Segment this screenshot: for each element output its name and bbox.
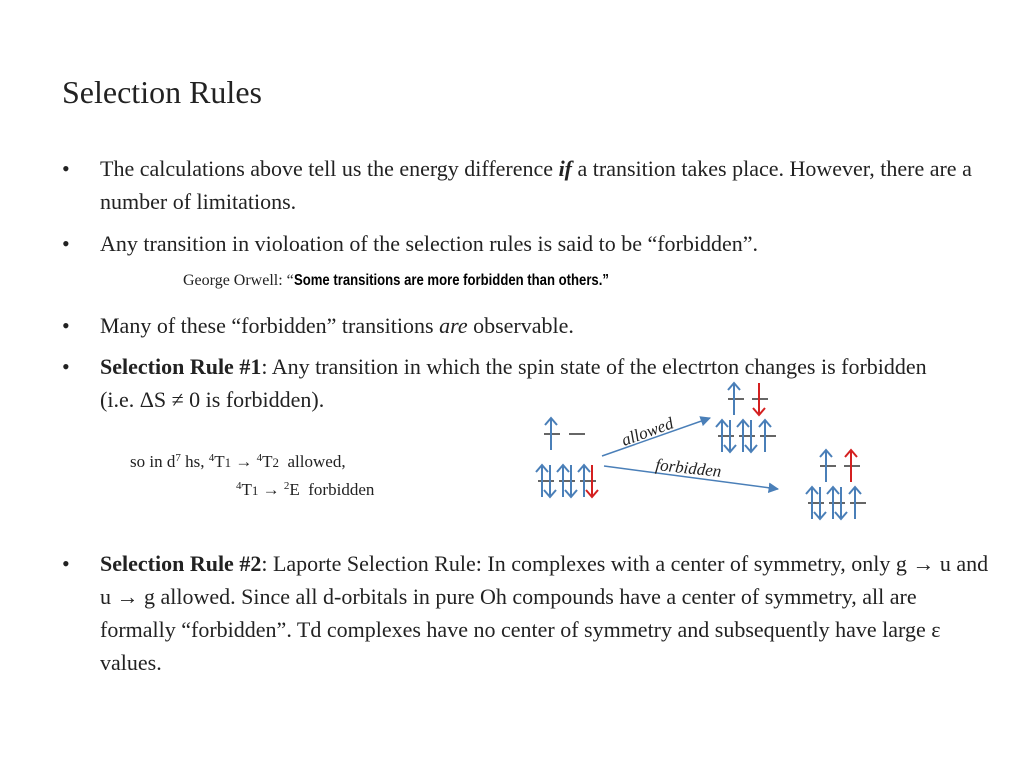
ex-text: T (262, 452, 273, 471)
bullet-1-post: a transition takes place. However, there are a number of limitations. (100, 156, 972, 214)
bullet-glyph: • (62, 156, 70, 181)
quote-text: Some transitions are more forbidden than others.” (293, 272, 609, 289)
ex-sub: 1 (251, 483, 259, 498)
ex-text: hs, (180, 452, 209, 471)
ex-text: allowed, (279, 452, 346, 471)
ex-text: so in d (130, 452, 176, 471)
rule-1-text: : Any transition in which the spin state of the electrton changes is forbidden (i.e. ΔS ≠ 0 is forbidden). (100, 354, 927, 412)
bullet-2: Any transition in violoation of the selection rules is said to be “forbidden”. (100, 231, 759, 256)
bullet-1-emphasis: if (558, 156, 573, 181)
ex-sup: 2 (283, 480, 290, 492)
bullet-glyph: • (62, 313, 70, 338)
bullet-3-post: observable. (467, 313, 574, 338)
ex-sub: 2 (272, 455, 279, 470)
bullet-glyph: • (62, 231, 70, 256)
quote-attribution: George Orwell: “ (183, 272, 294, 289)
bullet-5 (100, 547, 990, 679)
bullet-glyph: • (62, 354, 70, 379)
rule-1-label: Selection Rule #1 (100, 354, 262, 379)
bullet-1-pre: The calculations above tell us the energy difference (100, 156, 559, 181)
bullet-glyph: • (62, 551, 70, 576)
rule-2-text: : Laporte Selection Rule: In complexes with a center of symmetry, only g → u and u → g allowed. Since all d-orbitals in pure Oh compounds have a center of symmetry, all are formally “forbidden”. Td complexes have no center of symmetry and subsequently have large ε values. (100, 551, 989, 675)
allowed-state-config (716, 383, 776, 452)
ex-sup: 7 (175, 452, 181, 464)
ex-text: E forbidden (289, 480, 375, 499)
ex-arrow: → (231, 452, 257, 471)
ex-text: T (214, 452, 225, 471)
ex-text: T (241, 480, 252, 499)
ex-sup: 4 (256, 452, 263, 464)
allowed-label: allowed (618, 413, 676, 450)
ex-sup: 4 (208, 452, 215, 464)
bullet-3-pre: Many of these “forbidden” transitions (100, 313, 440, 338)
forbidden-label: forbidden (654, 455, 723, 481)
rule-2-label: Selection Rule #2 (100, 551, 262, 576)
bullet-3-emphasis: are (439, 313, 468, 338)
forbidden-state-config (806, 450, 866, 519)
ex-sup: 4 (236, 480, 242, 492)
ex-arrow: → (258, 480, 284, 499)
ex-sub: 1 (224, 455, 232, 470)
slide-title: Selection Rules (62, 74, 262, 110)
ground-state-config (536, 418, 598, 497)
